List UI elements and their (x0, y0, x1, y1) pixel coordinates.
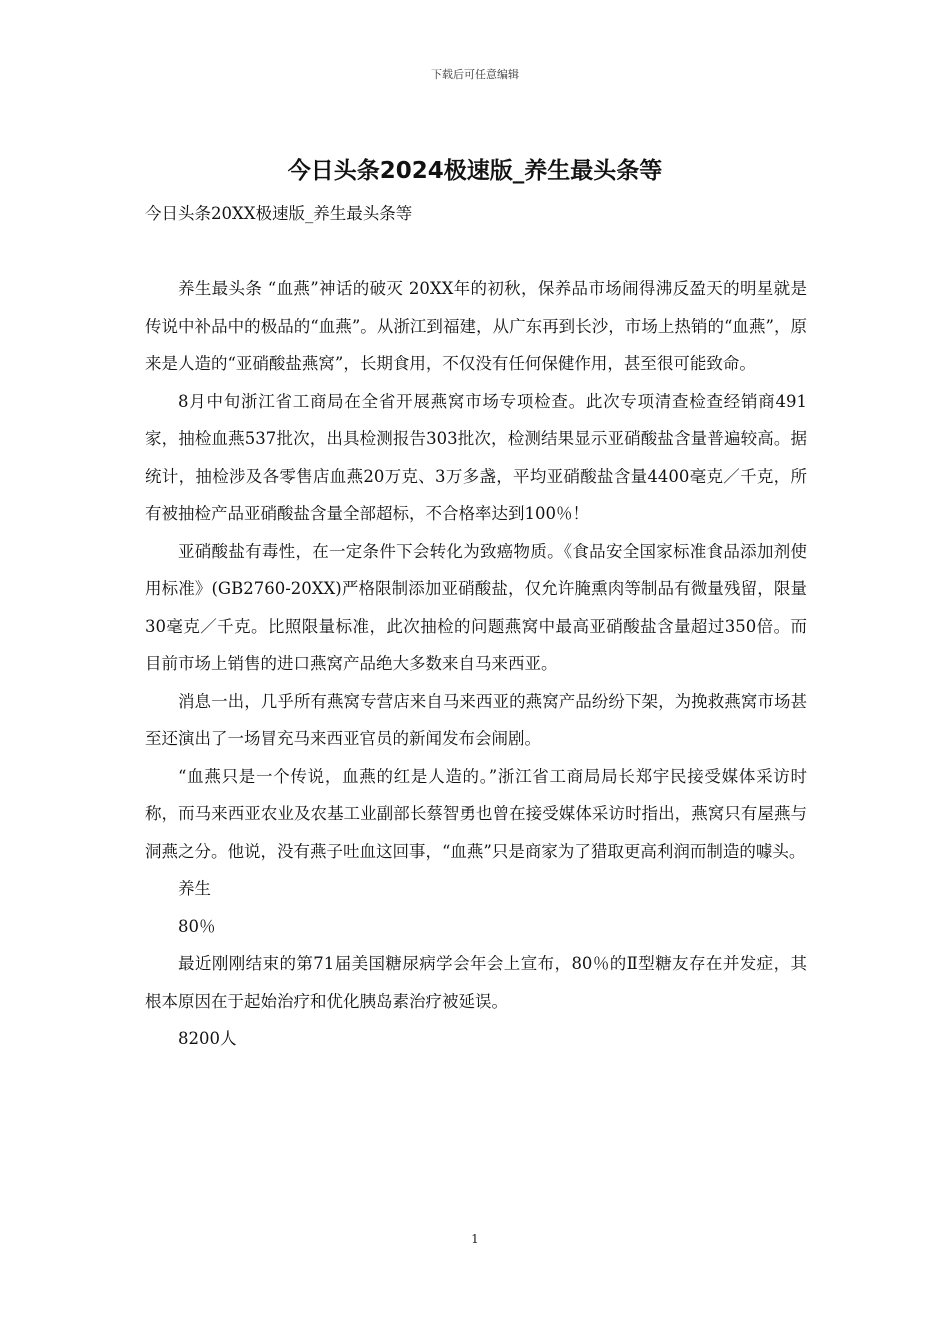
paragraph-official-statement: “血燕只是一个传说，血燕的红是人造的。”浙江省工商局局长郑宇民接受媒体采访时称，而马来西亚农业及农基工业副部长蔡智勇也曾在接受媒体采访时指出，燕窝只有屋燕与洞燕之分。他说，没有燕子吐血这回事，“血燕”只是商家为了猎取更高利润而制造的噱头。 (145, 766, 807, 861)
paragraph-stat-80-percent: 80％ (178, 916, 216, 936)
paragraph-blood-bird-nest-myth: 养生最头条 “血燕”神话的破灭 20XX年的初秋，保养品市场闹得沸反盈天的明星就是传说中补品中的极品的“血燕”。从浙江到福建，从广东再到长沙，市场上热销的“血燕”，原来是人造的“亚硝酸盐燕窝”，长期食用，不仅没有任何保健作用，甚至很可能致命。 (145, 279, 807, 373)
page-number: 1 (471, 1232, 479, 1246)
document-body (145, 270, 807, 1058)
paragraph-zhejiang-inspection: 8月中旬浙江省工商局在全省开展燕窝市场专项检查。此次专项清查检查经销商491家，抽检血燕537批次，出具检测报告303批次，检测结果显示亚硝酸盐含量普遍较高。据统计，抽检涉及各零售店血燕20万克、3万多盏，平均亚硝酸盐含量4400毫克／千克，所有被抽检产品亚硝酸盐含量全部超标，不合格率达到100％！ (145, 391, 807, 523)
document-subtitle: 今日头条20XX极速版_养生最头条等 (145, 204, 413, 223)
paragraph-diabetes-conference: 最近刚刚结束的第71届美国糖尿病学会年会上宣布，80％的Ⅱ型糖友存在并发症，其根本原因在于起始治疗和优化胰岛素治疗被延误。 (145, 954, 807, 1011)
paragraph-nitrite-toxicity: 亚硝酸盐有毒性，在一定条件下会转化为致癌物质。《食品安全国家标准食品添加剂使用标准》(GB2760-20XX)严格限制添加亚硝酸盐，仅允许腌熏肉等制品有微量残留，限量30毫克／千克。比照限量标准，此次抽检的问题燕窝中最高亚硝酸盐含量超过350倍。而目前市场上销售的进口燕窝产品绝大多数来自马来西亚。 (145, 541, 807, 673)
paragraph-market-withdrawal: 消息一出，几乎所有燕窝专营店来自马来西亚的燕窝产品纷纷下架，为挽救燕窝市场甚至还演出了一场冒充马来西亚官员的新闻发布会闹剧。 (145, 691, 807, 748)
paragraph-section-health: 养生 (178, 879, 211, 898)
header-note: 下载后可任意编辑 (431, 68, 519, 81)
document-title: 今日头条2024极速版_养生最头条等 (287, 158, 663, 184)
paragraph-stat-8200-people: 8200人 (178, 1029, 237, 1048)
